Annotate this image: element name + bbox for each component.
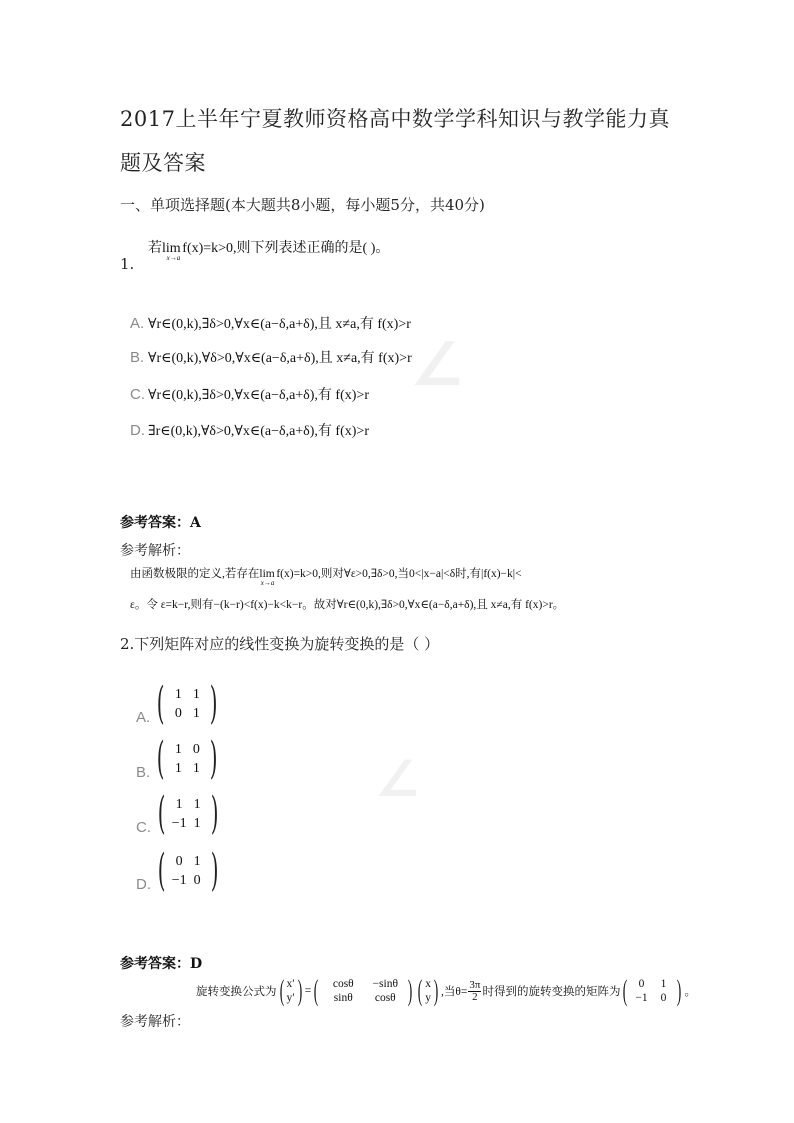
fraction-denominator: 2 xyxy=(472,990,478,1003)
matrix-cell: 1 xyxy=(175,796,183,812)
vector-cell: x xyxy=(425,978,432,990)
vector-cell: y xyxy=(425,992,432,1004)
matrix-cell: 1 xyxy=(192,705,200,721)
matrix-cell: 1 xyxy=(192,686,200,702)
matrix-grid xyxy=(169,687,205,722)
option-label: B. xyxy=(136,764,151,781)
matrix-cell: 1 xyxy=(193,853,201,869)
explain-text: ,当θ= xyxy=(441,986,468,998)
right-paren: ) xyxy=(210,845,219,896)
analysis-text: f(x)=k>0,则对∀ε>0,∃δ>0,当0<|x−a|<δ时,有|f(x)−k|< xyxy=(276,568,522,580)
matrix-cell: 0 xyxy=(175,853,183,869)
explain-text: 时得到的旋转变换的矩阵为 xyxy=(482,986,621,998)
left-paren: ( xyxy=(157,845,166,896)
page-title-line1: 2017上半年宁夏教师资格高中数学学科知识与教学能力真 xyxy=(120,107,670,131)
right-paren: ) xyxy=(210,788,219,839)
left-paren: ( xyxy=(157,788,166,839)
watermark-mark: ∠ xyxy=(375,750,420,808)
matrix-cell: 0 xyxy=(660,992,667,1004)
result-matrix: ( 0 1 −1 0 ) xyxy=(623,974,682,1007)
matrix-cell: 1 xyxy=(174,741,182,757)
matrix-cell: 0 xyxy=(192,741,200,757)
matrix-cell: −1 xyxy=(635,992,648,1004)
matrix-grid xyxy=(170,854,206,889)
q1-option-d[interactable] xyxy=(130,420,369,440)
right-paren: ) xyxy=(210,678,218,729)
matrix-cell: sinθ xyxy=(333,992,353,1004)
q2-analysis-label: 参考解析： xyxy=(120,1014,190,1030)
matrix-cell: 1 xyxy=(192,760,200,776)
option-label: D. xyxy=(130,422,145,439)
rotation-matrix: ( cosθ −sinθ sinθ cosθ ) xyxy=(314,974,413,1007)
option-text: ∀r∈(0,k),∀δ>0,∀x∈(a−δ,a+δ),且 x≠a,有 f(x)>r xyxy=(148,351,412,366)
q2-option-d[interactable] xyxy=(136,845,223,896)
left-paren: ( xyxy=(156,733,165,784)
matrix-cell: 1 xyxy=(174,760,182,776)
q1-stem-post: f(x)=k>0,则下列表述正确的是( )。 xyxy=(182,241,390,256)
matrix-cell: cosθ xyxy=(332,978,354,990)
option-text: ∀r∈(0,k),∃δ>0,∀x∈(a−δ,a+δ),且 x≠a,有 f(x)>r xyxy=(148,317,411,332)
q1-answer: 参考答案：A xyxy=(120,515,201,531)
q2-stem: 2.下列矩阵对应的线性变换为旋转变换的是（ ） xyxy=(120,635,440,653)
fraction xyxy=(468,980,481,1003)
option-label: C. xyxy=(136,819,151,836)
q2-option-b[interactable] xyxy=(136,733,223,784)
watermark-mark: ∠ xyxy=(410,330,464,400)
left-paren: ( xyxy=(156,678,165,729)
matrix-cell: −sinθ xyxy=(372,978,398,990)
analysis-text: 由函数极限的定义,若存在lim xyxy=(130,568,275,580)
q2-option-c[interactable] xyxy=(136,788,223,839)
matrix-cell: −1 xyxy=(171,872,187,888)
matrix-cell: 0 xyxy=(174,705,182,721)
matrix-cell: cosθ xyxy=(374,992,396,1004)
right-paren: ) xyxy=(210,733,218,784)
q1-stem-sub: x→a xyxy=(166,254,181,262)
option-text: ∃r∈(0,k),∀δ>0,∀x∈(a−δ,a+δ),有 f(x)>r xyxy=(148,424,369,439)
matrix-cell: 0 xyxy=(638,978,645,990)
matrix-grid xyxy=(169,742,205,777)
option-label: A. xyxy=(130,315,145,332)
q2-answer: 参考答案：D xyxy=(120,956,203,972)
q1-option-a[interactable] xyxy=(130,313,411,333)
matrix-cell: 1 xyxy=(174,686,182,702)
vector-right: ( x y ) xyxy=(418,974,439,1007)
analysis-sub: x→a xyxy=(260,579,275,587)
matrix-cell: 1 xyxy=(660,978,667,990)
q1-analysis-line2: ε。令 ε=k−r,则有−(k−r)<f(x)−k<k−r。故对∀r∈(0,k),∃δ>0,∀x∈(a−δ,a+δ),且 x≠a,有 f(x)>r。 xyxy=(130,599,565,611)
vector-cell: y′ xyxy=(286,992,295,1004)
explain-text: 。 xyxy=(684,986,696,998)
option-label: A. xyxy=(136,709,151,726)
option-label: C. xyxy=(130,386,145,403)
equals-sign: = xyxy=(304,985,312,997)
q1-analysis-line1 xyxy=(130,565,522,587)
section-heading: 一、单项选择题(本大题共8小题，每小题5分，共40分) xyxy=(120,196,485,214)
q2-explanation xyxy=(196,976,696,1006)
q1-stem-pre: 若lim xyxy=(148,241,181,256)
q2-option-a[interactable] xyxy=(136,678,223,729)
page-title-line2: 题及答案 xyxy=(120,151,206,175)
q1-analysis-label: 参考解析： xyxy=(120,543,190,559)
option-label: B. xyxy=(130,349,145,366)
matrix-cell: 1 xyxy=(193,796,201,812)
option-label: D. xyxy=(136,876,151,893)
option-text: ∀r∈(0,k),∃δ>0,∀x∈(a−δ,a+δ),有 f(x)>r xyxy=(148,388,369,403)
matrix-grid xyxy=(170,797,206,832)
q1-option-b[interactable] xyxy=(130,347,412,367)
explain-text: 旋转变换公式为 xyxy=(196,986,277,998)
matrix-cell: −1 xyxy=(171,815,187,831)
q1-option-c[interactable] xyxy=(130,384,369,404)
vector-left: ( x′ y′ ) xyxy=(279,974,303,1007)
vector-cell: x′ xyxy=(286,978,295,990)
matrix-cell: 0 xyxy=(193,872,201,888)
q1-number: 1. xyxy=(120,255,135,273)
matrix-cell: 1 xyxy=(193,815,201,831)
fraction-numerator: 3π xyxy=(469,978,481,991)
